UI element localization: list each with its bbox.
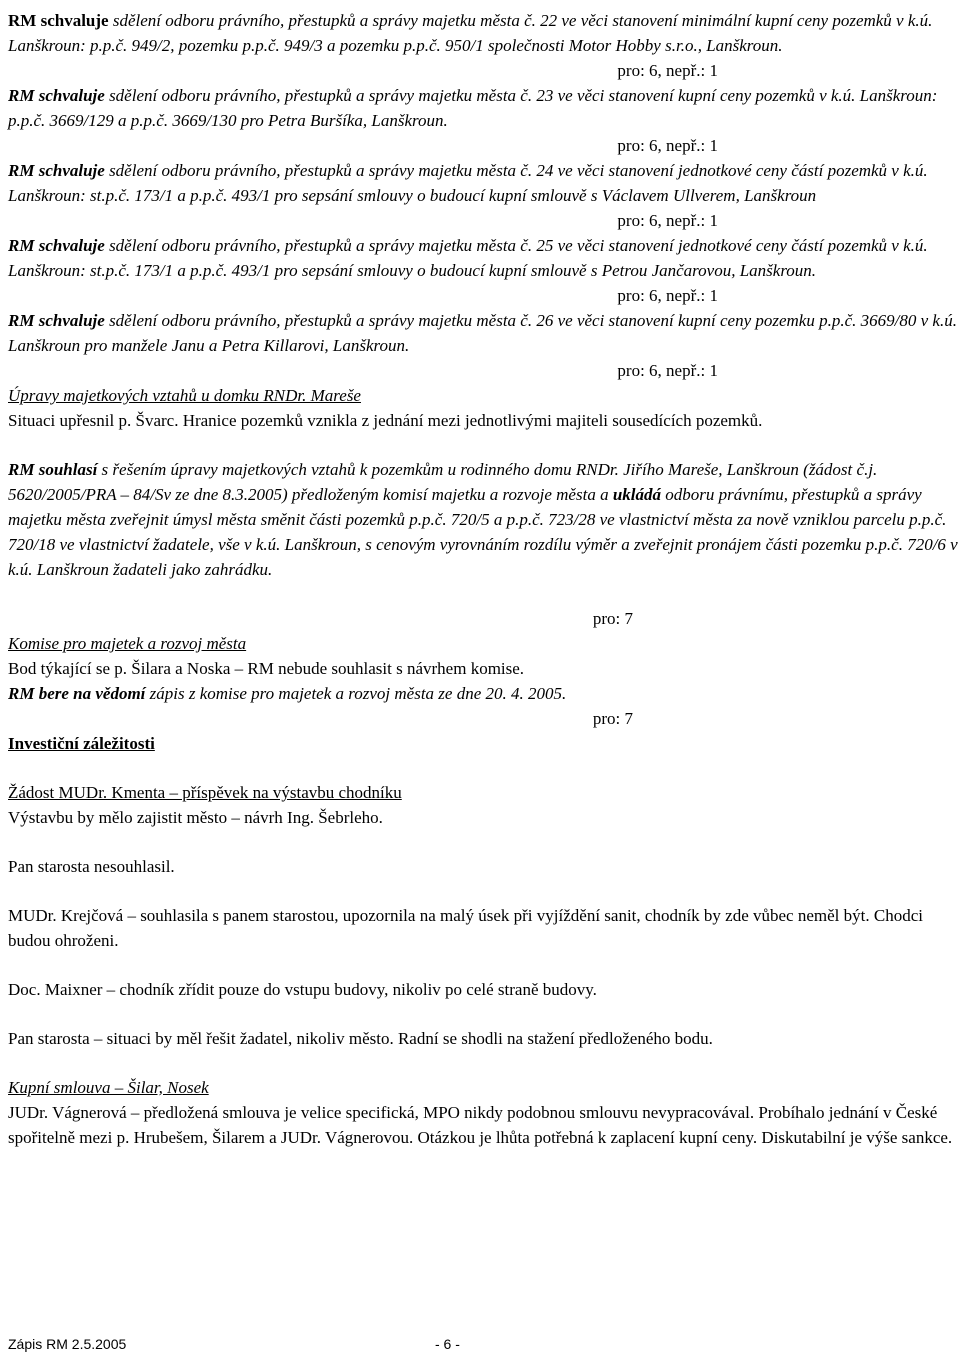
kmenta-line: Výstavbu by mělo zajistit město – návrh Ing. Šebrleho. [8,808,383,827]
footer-page-number: - 6 - [435,1336,460,1352]
resolution-text: s řešením úpravy majetkových vztahů k pozemkům u rodinného domu RNDr. Jiřího Mareše, Lanškroun (žádost č.j. 5620/2005/PRA – 84/Sv ze dne 8.3.2005) předloženým komisí majetku a rozvoje města a [8,460,878,504]
vote-result: pro: 6, nepř.: 1 [617,361,718,380]
spacer [8,953,958,977]
resolution-lead: RM bere na vědomí [8,684,146,703]
resolution-lead: RM schvaluje [8,11,109,30]
spacer [8,433,958,457]
resolution-lead: RM schvaluje [8,236,105,255]
resolution-text: sdělení odboru právního, přestupků a správy majetku města č. 22 ve věci stanovení minimální kupní ceny pozemků v k.ú. Lanškroun: p.p.č. 949/2, pozemku p.p.č. 949/3 a pozemku p.p.č. 950/1 společnosti Motor Hobby s.r.o., Lanškroun. [8,11,933,55]
vote-result: pro: 6, nepř.: 1 [617,286,718,305]
situation-text: Situaci upřesnil p. Švarc. Hranice pozemků vznikla z jednání mezi jednotlivými majiteli sousedících pozemků. [8,411,763,430]
vote-result: pro: 6, nepř.: 1 [617,136,718,155]
section-heading-silar: Kupní smlouva – Šilar, Nosek [8,1078,209,1097]
kmenta-line: Pan starosta nesouhlasil. [8,857,175,876]
section-heading-mares: Úpravy majetkových vztahů u domku RNDr. Mareše [8,386,361,405]
resolution-lead: RM souhlasí [8,460,98,479]
vote-result: pro: 6, nepř.: 1 [617,61,718,80]
resolution-paragraph [8,8,958,58]
resolution-paragraph [8,457,958,582]
resolution-lead-2: ukládá [612,485,662,504]
kmenta-line: MUDr. Krejčová – souhlasila s panem starostou, upozornila na malý úsek při vyjíždění sanit, chodník by zde vůbec neměl být. Chodci budou ohroženi. [8,906,923,950]
resolution-text: sdělení odboru právního, přestupků a správy majetku města č. 25 ve věci stanovení jednotkové ceny částí pozemků v k.ú. Lanškroun: st.p.č. 173/1 a p.p.č. 493/1 pro sepsání smlouvy o budoucí kupní smlouvě s Petrou Jančarovou, Lanškroun. [8,236,928,280]
section-heading-kmenta: Žádost MUDr. Kmenta – příspěvek na výstavbu chodníku [8,783,402,802]
resolution-text: sdělení odboru právního, přestupků a správy majetku města č. 26 ve věci stanovení kupní ceny pozemku p.p.č. 3669/80 v k.ú. Lanškroun pro manžele Janu a Petra Killarovi, Lanškroun. [8,311,957,355]
spacer [8,1051,958,1075]
vote-result: pro: 6, nepř.: 1 [617,211,718,230]
resolution-paragraph [8,83,958,133]
spacer [8,582,958,606]
resolution-text: sdělení odboru právního, přestupků a správy majetku města č. 23 ve věci stanovení kupní ceny pozemků v k.ú. Lanškroun: p.p.č. 3669/129 a p.p.č. 3669/130 pro Petra Buršíka, Lanškroun. [8,86,938,130]
komise-text: Bod týkající se p. Šilara a Noska – RM nebude souhlasit s návrhem komise. [8,659,525,678]
spacer [8,1002,958,1026]
resolution-text: sdělení odboru právního, přestupků a správy majetku města č. 24 ve věci stanovení jednotkové ceny částí pozemků v k.ú. Lanškroun: st.p.č. 173/1 a p.p.č. 493/1 pro sepsání smlouvy o budoucí kupní smlouvě s Václavem Ullverem, Lanškroun [8,161,928,205]
vote-result: pro: 7 [592,609,633,628]
vote-result: pro: 7 [592,709,633,728]
section-heading-invest: Investiční záležitosti [8,734,155,753]
resolution-text-2: odboru právnímu, přestupků a správy majetku města zveřejnit úmysl města směnit části pozemků p.p.č. 720/5 a p.p.č. 723/28 ve vlastnictví města za nově vzniklou parcelu p.p.č. 720/18 ve vlastnictví žadatele, vše v k.ú. Lanškroun, s cenovým vyrovnáním rozdílu výměr a zveřejnit pronájem části pozemku p.p.č. 720/6 v k.ú. Lanškroun žadateli jako zahrádku. [8,485,958,579]
resolution-paragraph [8,681,958,706]
resolution-lead: RM schvaluje [8,86,105,105]
resolution-paragraph [8,158,958,208]
spacer [8,756,958,780]
resolution-paragraph [8,308,958,358]
silar-text: JUDr. Vágnerová – předložená smlouva je velice specifická, MPO nikdy podobnou smlouvu nevypracovával. Probíhalo jednání v České spořitelně mezi p. Hrubešem, Šilarem a JUDr. Vágnerovou. Otázkou je lhůta potřebná k zaplacení kupní ceny. Diskutabilní je výše sankce. [8,1103,953,1147]
footer-doc-title: Zápis RM 2.5.2005 [8,1336,127,1352]
section-heading-komise: Komise pro majetek a rozvoj města [8,634,247,653]
resolution-text: zápis z komise pro majetek a rozvoj města ze dne 20. 4. 2005. [145,684,567,703]
kmenta-line: Pan starosta – situaci by měl řešit žadatel, nikoliv město. Radní se shodli na stažení předloženého bodu. [8,1029,713,1048]
resolution-lead: RM schvaluje [8,161,105,180]
kmenta-line: Doc. Maixner – chodník zřídit pouze do vstupu budovy, nikoliv po celé straně budovy. [8,980,597,999]
resolution-lead: RM schvaluje [8,311,105,330]
spacer [8,879,958,903]
document-page [8,8,958,1150]
spacer [8,830,958,854]
resolution-paragraph [8,233,958,283]
